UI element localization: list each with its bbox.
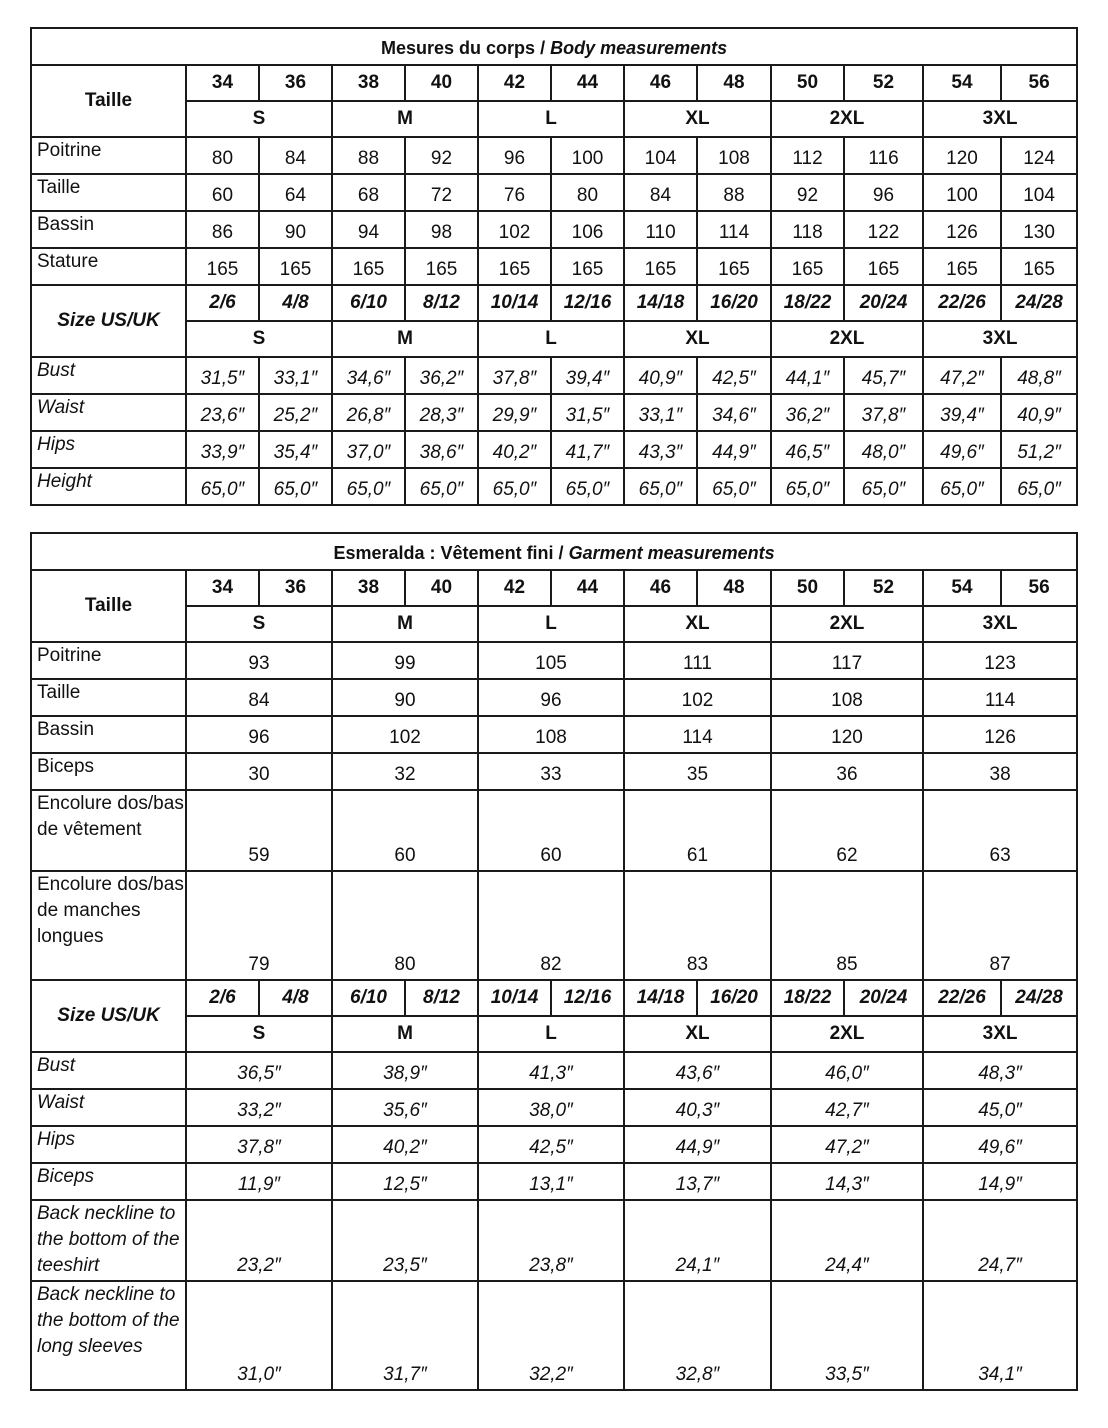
garment-letter-size: 3XL xyxy=(923,606,1077,642)
body-us-size-label: Size US/UK xyxy=(31,285,186,357)
table-row xyxy=(31,468,1077,505)
value-cell: 165 xyxy=(844,248,923,285)
row-label: Back neckline to the bottom of the long sleeves xyxy=(31,1281,186,1390)
value-cell: 126 xyxy=(923,716,1077,753)
value-cell: 94 xyxy=(332,211,405,248)
value-cell: 108 xyxy=(771,679,923,716)
body-us-size: 10/14 xyxy=(478,285,551,321)
value-cell: 112 xyxy=(771,137,844,174)
value-cell: 122 xyxy=(844,211,923,248)
value-cell: 65,0″ xyxy=(332,468,405,505)
body-eu-size: 54 xyxy=(923,65,1001,101)
table-row xyxy=(31,1163,1077,1200)
value-cell: 32,8″ xyxy=(624,1281,771,1390)
value-cell: 33 xyxy=(478,753,624,790)
value-cell: 93 xyxy=(186,642,332,679)
value-cell: 43,3″ xyxy=(624,431,697,468)
table-row xyxy=(31,871,1077,980)
value-cell: 65,0″ xyxy=(844,468,923,505)
value-cell: 35,6″ xyxy=(332,1089,478,1126)
body-us-size: 22/26 xyxy=(923,285,1001,321)
garment-us-size: 2/6 xyxy=(186,980,259,1016)
garment-letter-size: 2XL xyxy=(771,1016,923,1052)
row-label: Hips xyxy=(31,1126,186,1163)
value-cell: 37,8″ xyxy=(478,357,551,394)
table-row xyxy=(31,642,1077,679)
row-label: Biceps xyxy=(31,753,186,790)
value-cell: 84 xyxy=(624,174,697,211)
row-label: Taille xyxy=(31,174,186,211)
value-cell: 43,6″ xyxy=(624,1052,771,1089)
row-label: Hips xyxy=(31,431,186,468)
value-cell: 11,9″ xyxy=(186,1163,332,1200)
value-cell: 42,5″ xyxy=(697,357,771,394)
value-cell: 48,8″ xyxy=(1001,357,1077,394)
garment-us-size: 4/8 xyxy=(259,980,332,1016)
row-label: Bassin xyxy=(31,716,186,753)
value-cell: 65,0″ xyxy=(259,468,332,505)
value-cell: 110 xyxy=(624,211,697,248)
value-cell: 25,2″ xyxy=(259,394,332,431)
value-cell: 65,0″ xyxy=(551,468,624,505)
body-eu-size: 50 xyxy=(771,65,844,101)
value-cell: 60 xyxy=(332,790,478,871)
garment-us-size: 14/18 xyxy=(624,980,697,1016)
table-row xyxy=(31,174,1077,211)
garment-letter-size: S xyxy=(186,1016,332,1052)
value-cell: 99 xyxy=(332,642,478,679)
value-cell: 24,1″ xyxy=(624,1200,771,1281)
value-cell: 34,6″ xyxy=(697,394,771,431)
value-cell: 165 xyxy=(551,248,624,285)
value-cell: 65,0″ xyxy=(405,468,478,505)
body-eu-size: 36 xyxy=(259,65,332,101)
value-cell: 84 xyxy=(186,679,332,716)
value-cell: 65,0″ xyxy=(771,468,844,505)
value-cell: 31,5″ xyxy=(186,357,259,394)
value-cell: 33,2″ xyxy=(186,1089,332,1126)
body-eu-size: 46 xyxy=(624,65,697,101)
value-cell: 47,2″ xyxy=(771,1126,923,1163)
table-row xyxy=(31,716,1077,753)
value-cell: 165 xyxy=(186,248,259,285)
value-cell: 26,8″ xyxy=(332,394,405,431)
garment-letter-size: 3XL xyxy=(923,1016,1077,1052)
value-cell: 36,2″ xyxy=(771,394,844,431)
value-cell: 12,5″ xyxy=(332,1163,478,1200)
row-label: Waist xyxy=(31,1089,186,1126)
value-cell: 92 xyxy=(771,174,844,211)
garment-us-size: 16/20 xyxy=(697,980,771,1016)
garment-letter-size: 2XL xyxy=(771,606,923,642)
value-cell: 79 xyxy=(186,871,332,980)
value-cell: 120 xyxy=(771,716,923,753)
value-cell: 80 xyxy=(186,137,259,174)
garment-letter-size: S xyxy=(186,606,332,642)
table-row xyxy=(31,1281,1077,1390)
garment-us-size: 20/24 xyxy=(844,980,923,1016)
value-cell: 96 xyxy=(844,174,923,211)
row-label: Bassin xyxy=(31,211,186,248)
value-cell: 100 xyxy=(551,137,624,174)
body-us-size: 24/28 xyxy=(1001,285,1077,321)
body-eu-size: 38 xyxy=(332,65,405,101)
garment-us-size: 24/28 xyxy=(1001,980,1077,1016)
value-cell: 130 xyxy=(1001,211,1077,248)
body-us-size: 18/22 xyxy=(771,285,844,321)
value-cell: 23,2″ xyxy=(186,1200,332,1281)
body-caption-italic: Body measurements xyxy=(550,37,728,58)
body-us-size: 2/6 xyxy=(186,285,259,321)
body-measurements-table xyxy=(30,27,1078,506)
body-us-size: 20/24 xyxy=(844,285,923,321)
body-letter-size: M xyxy=(332,321,478,357)
value-cell: 32,2″ xyxy=(478,1281,624,1390)
table-row xyxy=(31,248,1077,285)
garment-letter-size: M xyxy=(332,606,478,642)
body-us-size: 8/12 xyxy=(405,285,478,321)
value-cell: 62 xyxy=(771,790,923,871)
value-cell: 114 xyxy=(624,716,771,753)
value-cell: 33,1″ xyxy=(624,394,697,431)
garment-letter-size: XL xyxy=(624,606,771,642)
value-cell: 165 xyxy=(332,248,405,285)
value-cell: 13,7″ xyxy=(624,1163,771,1200)
garment-letter-size: L xyxy=(478,606,624,642)
value-cell: 36,5″ xyxy=(186,1052,332,1089)
row-label: Height xyxy=(31,468,186,505)
value-cell: 33,5″ xyxy=(771,1281,923,1390)
table-row xyxy=(31,1052,1077,1089)
garment-us-size: 22/26 xyxy=(923,980,1001,1016)
value-cell: 42,7″ xyxy=(771,1089,923,1126)
value-cell: 96 xyxy=(478,679,624,716)
value-cell: 46,0″ xyxy=(771,1052,923,1089)
value-cell: 24,7″ xyxy=(923,1200,1077,1281)
value-cell: 40,9″ xyxy=(1001,394,1077,431)
value-cell: 72 xyxy=(405,174,478,211)
value-cell: 38 xyxy=(923,753,1077,790)
body-letter-size: L xyxy=(478,321,624,357)
value-cell: 34,6″ xyxy=(332,357,405,394)
body-letter-size: XL xyxy=(624,101,771,137)
body-letter-size: L xyxy=(478,101,624,137)
value-cell: 88 xyxy=(332,137,405,174)
table-row xyxy=(31,431,1077,468)
value-cell: 165 xyxy=(478,248,551,285)
value-cell: 106 xyxy=(551,211,624,248)
value-cell: 23,8″ xyxy=(478,1200,624,1281)
value-cell: 48,0″ xyxy=(844,431,923,468)
value-cell: 65,0″ xyxy=(624,468,697,505)
value-cell: 60 xyxy=(478,790,624,871)
value-cell: 123 xyxy=(923,642,1077,679)
value-cell: 76 xyxy=(478,174,551,211)
table-row xyxy=(31,790,1077,871)
row-label: Encolure dos/bas de vêtement xyxy=(31,790,186,871)
value-cell: 37,0″ xyxy=(332,431,405,468)
row-label: Poitrine xyxy=(31,137,186,174)
value-cell: 104 xyxy=(1001,174,1077,211)
garment-letter-size: L xyxy=(478,1016,624,1052)
garment-caption-text: Esmeralda : Vêtement fini / xyxy=(333,542,569,563)
body-letter-size: 3XL xyxy=(923,101,1077,137)
value-cell: 35,4″ xyxy=(259,431,332,468)
value-cell: 40,2″ xyxy=(478,431,551,468)
value-cell: 126 xyxy=(923,211,1001,248)
value-cell: 118 xyxy=(771,211,844,248)
value-cell: 82 xyxy=(478,871,624,980)
garment-us-size: 8/12 xyxy=(405,980,478,1016)
value-cell: 45,0″ xyxy=(923,1089,1077,1126)
value-cell: 44,1″ xyxy=(771,357,844,394)
value-cell: 64 xyxy=(259,174,332,211)
value-cell: 40,2″ xyxy=(332,1126,478,1163)
value-cell: 165 xyxy=(771,248,844,285)
garment-eu-size-label: Taille xyxy=(31,570,186,642)
value-cell: 23,6″ xyxy=(186,394,259,431)
value-cell: 108 xyxy=(478,716,624,753)
row-label: Bust xyxy=(31,357,186,394)
value-cell: 96 xyxy=(478,137,551,174)
value-cell: 33,1″ xyxy=(259,357,332,394)
body-us-size: 12/16 xyxy=(551,285,624,321)
value-cell: 85 xyxy=(771,871,923,980)
value-cell: 98 xyxy=(405,211,478,248)
value-cell: 80 xyxy=(332,871,478,980)
value-cell: 23,5″ xyxy=(332,1200,478,1281)
value-cell: 105 xyxy=(478,642,624,679)
row-label: Stature xyxy=(31,248,186,285)
value-cell: 165 xyxy=(405,248,478,285)
garment-eu-size: 36 xyxy=(259,570,332,606)
body-us-size: 16/20 xyxy=(697,285,771,321)
row-label: Waist xyxy=(31,394,186,431)
value-cell: 108 xyxy=(697,137,771,174)
value-cell: 114 xyxy=(923,679,1077,716)
garment-letter-size: M xyxy=(332,1016,478,1052)
value-cell: 65,0″ xyxy=(697,468,771,505)
garment-eu-size: 38 xyxy=(332,570,405,606)
value-cell: 65,0″ xyxy=(186,468,259,505)
value-cell: 102 xyxy=(478,211,551,248)
value-cell: 29,9″ xyxy=(478,394,551,431)
body-letter-size: 2XL xyxy=(771,321,923,357)
value-cell: 88 xyxy=(697,174,771,211)
garment-eu-size: 52 xyxy=(844,570,923,606)
value-cell: 63 xyxy=(923,790,1077,871)
body-caption-text: Mesures du corps / xyxy=(381,37,551,58)
garment-table-caption xyxy=(31,533,1077,570)
garment-eu-size: 34 xyxy=(186,570,259,606)
body-table-caption xyxy=(31,28,1077,65)
body-eu-size-label: Taille xyxy=(31,65,186,137)
value-cell: 65,0″ xyxy=(478,468,551,505)
value-cell: 87 xyxy=(923,871,1077,980)
value-cell: 34,1″ xyxy=(923,1281,1077,1390)
body-letter-size: S xyxy=(186,101,332,137)
value-cell: 84 xyxy=(259,137,332,174)
value-cell: 37,8″ xyxy=(844,394,923,431)
value-cell: 40,3″ xyxy=(624,1089,771,1126)
value-cell: 104 xyxy=(624,137,697,174)
value-cell: 100 xyxy=(923,174,1001,211)
row-label: Back neckline to the bottom of the teeshirt xyxy=(31,1200,186,1281)
value-cell: 114 xyxy=(697,211,771,248)
value-cell: 31,7″ xyxy=(332,1281,478,1390)
table-row xyxy=(31,211,1077,248)
value-cell: 49,6″ xyxy=(923,431,1001,468)
value-cell: 39,4″ xyxy=(551,357,624,394)
body-eu-size: 44 xyxy=(551,65,624,101)
body-us-size: 4/8 xyxy=(259,285,332,321)
value-cell: 165 xyxy=(1001,248,1077,285)
value-cell: 14,9″ xyxy=(923,1163,1077,1200)
garment-eu-size: 40 xyxy=(405,570,478,606)
value-cell: 44,9″ xyxy=(624,1126,771,1163)
table-row xyxy=(31,753,1077,790)
body-letter-size: M xyxy=(332,101,478,137)
table-row xyxy=(31,1200,1077,1281)
table-row xyxy=(31,1126,1077,1163)
value-cell: 165 xyxy=(259,248,332,285)
value-cell: 45,7″ xyxy=(844,357,923,394)
table-row xyxy=(31,394,1077,431)
value-cell: 92 xyxy=(405,137,478,174)
garment-caption-italic: Garment measurements xyxy=(568,542,775,563)
row-label: Encolure dos/bas de manches longues xyxy=(31,871,186,980)
value-cell: 86 xyxy=(186,211,259,248)
value-cell: 44,9″ xyxy=(697,431,771,468)
value-cell: 65,0″ xyxy=(923,468,1001,505)
garment-eu-size: 44 xyxy=(551,570,624,606)
value-cell: 124 xyxy=(1001,137,1077,174)
value-cell: 14,3″ xyxy=(771,1163,923,1200)
value-cell: 24,4″ xyxy=(771,1200,923,1281)
table-row xyxy=(31,1089,1077,1126)
value-cell: 40,9″ xyxy=(624,357,697,394)
body-eu-size: 42 xyxy=(478,65,551,101)
garment-letter-size: XL xyxy=(624,1016,771,1052)
body-us-size: 6/10 xyxy=(332,285,405,321)
value-cell: 48,3″ xyxy=(923,1052,1077,1089)
garment-eu-size: 48 xyxy=(697,570,771,606)
value-cell: 41,7″ xyxy=(551,431,624,468)
body-eu-size: 56 xyxy=(1001,65,1077,101)
value-cell: 47,2″ xyxy=(923,357,1001,394)
garment-eu-size: 46 xyxy=(624,570,697,606)
value-cell: 165 xyxy=(923,248,1001,285)
value-cell: 46,5″ xyxy=(771,431,844,468)
value-cell: 111 xyxy=(624,642,771,679)
value-cell: 102 xyxy=(332,716,478,753)
value-cell: 39,4″ xyxy=(923,394,1001,431)
value-cell: 36,2″ xyxy=(405,357,478,394)
value-cell: 102 xyxy=(624,679,771,716)
garment-eu-size: 54 xyxy=(923,570,1001,606)
table-row xyxy=(31,137,1077,174)
value-cell: 65,0″ xyxy=(1001,468,1077,505)
garment-us-size: 12/16 xyxy=(551,980,624,1016)
value-cell: 90 xyxy=(332,679,478,716)
row-label: Taille xyxy=(31,679,186,716)
value-cell: 28,3″ xyxy=(405,394,478,431)
garment-us-size: 6/10 xyxy=(332,980,405,1016)
table-row xyxy=(31,679,1077,716)
value-cell: 37,8″ xyxy=(186,1126,332,1163)
value-cell: 68 xyxy=(332,174,405,211)
value-cell: 90 xyxy=(259,211,332,248)
value-cell: 96 xyxy=(186,716,332,753)
value-cell: 61 xyxy=(624,790,771,871)
garment-eu-size: 56 xyxy=(1001,570,1077,606)
value-cell: 51,2″ xyxy=(1001,431,1077,468)
value-cell: 80 xyxy=(551,174,624,211)
value-cell: 38,9″ xyxy=(332,1052,478,1089)
value-cell: 30 xyxy=(186,753,332,790)
value-cell: 117 xyxy=(771,642,923,679)
value-cell: 38,6″ xyxy=(405,431,478,468)
value-cell: 13,1″ xyxy=(478,1163,624,1200)
value-cell: 49,6″ xyxy=(923,1126,1077,1163)
body-eu-size: 40 xyxy=(405,65,478,101)
value-cell: 31,0″ xyxy=(186,1281,332,1390)
body-eu-size: 34 xyxy=(186,65,259,101)
value-cell: 33,9″ xyxy=(186,431,259,468)
garment-measurements-table xyxy=(30,532,1078,1391)
row-label: Biceps xyxy=(31,1163,186,1200)
body-letter-size: S xyxy=(186,321,332,357)
garment-us-size: 10/14 xyxy=(478,980,551,1016)
body-eu-size: 52 xyxy=(844,65,923,101)
row-label: Poitrine xyxy=(31,642,186,679)
body-eu-size: 48 xyxy=(697,65,771,101)
value-cell: 42,5″ xyxy=(478,1126,624,1163)
garment-eu-size: 50 xyxy=(771,570,844,606)
garment-eu-size: 42 xyxy=(478,570,551,606)
row-label: Bust xyxy=(31,1052,186,1089)
value-cell: 60 xyxy=(186,174,259,211)
value-cell: 38,0″ xyxy=(478,1089,624,1126)
value-cell: 120 xyxy=(923,137,1001,174)
value-cell: 31,5″ xyxy=(551,394,624,431)
value-cell: 32 xyxy=(332,753,478,790)
value-cell: 165 xyxy=(697,248,771,285)
body-letter-size: XL xyxy=(624,321,771,357)
garment-us-size-label: Size US/UK xyxy=(31,980,186,1052)
body-us-size: 14/18 xyxy=(624,285,697,321)
value-cell: 165 xyxy=(624,248,697,285)
value-cell: 35 xyxy=(624,753,771,790)
body-letter-size: 3XL xyxy=(923,321,1077,357)
garment-us-size: 18/22 xyxy=(771,980,844,1016)
body-letter-size: 2XL xyxy=(771,101,923,137)
value-cell: 41,3″ xyxy=(478,1052,624,1089)
value-cell: 36 xyxy=(771,753,923,790)
table-row xyxy=(31,357,1077,394)
value-cell: 83 xyxy=(624,871,771,980)
value-cell: 59 xyxy=(186,790,332,871)
value-cell: 116 xyxy=(844,137,923,174)
